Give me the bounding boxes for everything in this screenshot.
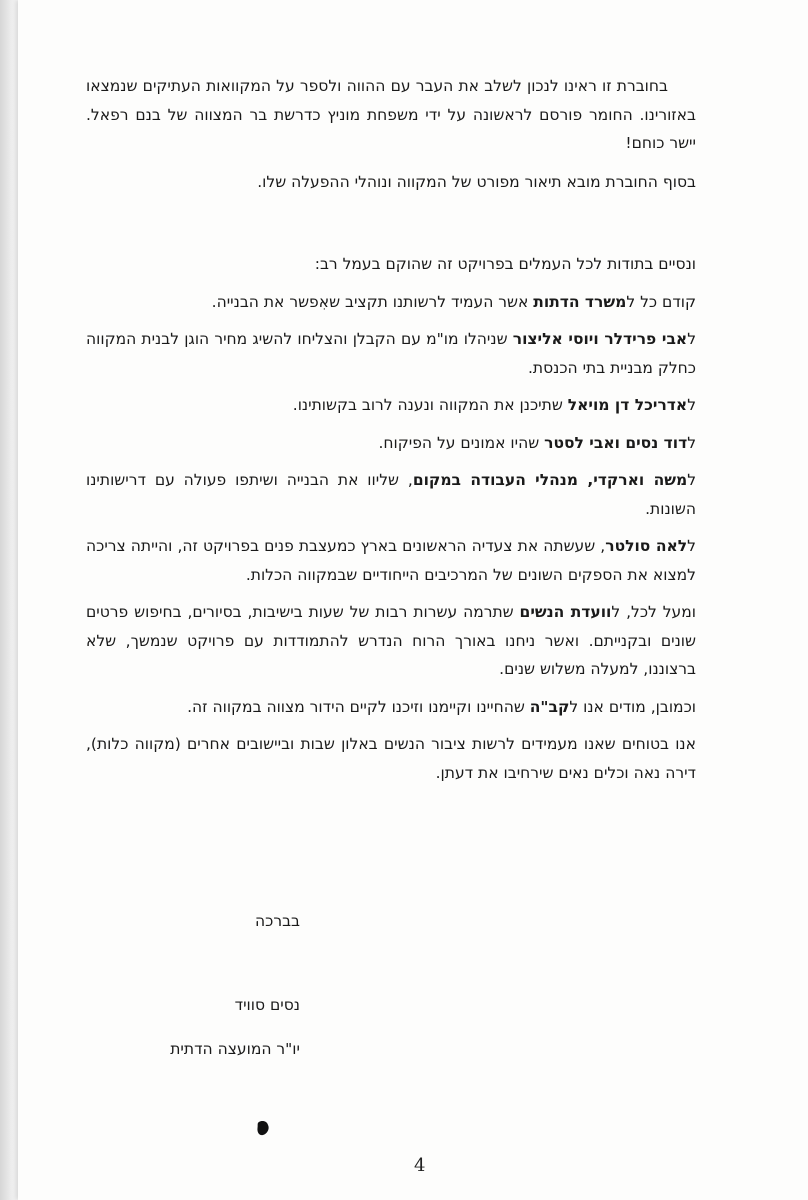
thanks-item-pre: ל bbox=[687, 537, 696, 555]
thanks-item-bold: קב"ה bbox=[529, 697, 570, 716]
thanks-item-bold: אבי פרידלר ויוסי אליצור bbox=[512, 330, 688, 348]
thanks-item bbox=[86, 693, 696, 722]
thanks-item-post: , שעשתה את צעדיה הראשונים בארץ כמעצבת פנים בפרויקט זה, והייתה צריכה למצוא את הספקים השונים של המרכיבים הייחודיים שבמקווה הכלות. bbox=[86, 537, 696, 584]
ink-spot-icon bbox=[256, 1120, 270, 1136]
thanks-item-post: שהיו אמונים על הפיקוח. bbox=[378, 433, 545, 452]
binding-edge bbox=[0, 0, 18, 1200]
thanks-closing: אנו בטוחים שאנו מעמידים לרשות ציבור הנשים באלון שבות וביישובים אחרים (מקווה כלות), דירה נאה וכלים נאים שירחיבו את דעתן. bbox=[86, 735, 696, 782]
intro-paragraph-2: בסוף החוברת מובא תיאור מפורט של המקווה ונוהלי ההפעלה שלו. bbox=[257, 172, 696, 191]
page-number: 4 bbox=[414, 1155, 426, 1176]
thanks-item-bold: משרד הדתות bbox=[533, 292, 627, 311]
thanks-item bbox=[86, 325, 696, 382]
document-page bbox=[18, 0, 808, 1200]
thanks-item bbox=[86, 532, 696, 589]
thanks-item-post: שתיכנן את המקווה ונענה לרוב בקשותינו. bbox=[292, 396, 568, 414]
thanks-item-pre: ל bbox=[687, 330, 696, 348]
thanks-item-bold: וועדת הנשים bbox=[519, 603, 612, 621]
thanks-item bbox=[86, 598, 696, 684]
thanks-section bbox=[86, 250, 696, 796]
signer-name: נסים סוויד bbox=[234, 996, 300, 1014]
thanks-item-pre: ל bbox=[687, 396, 696, 414]
thanks-item bbox=[86, 429, 696, 458]
thanks-item bbox=[86, 288, 696, 317]
intro-section bbox=[86, 72, 696, 206]
thanks-item-pre: וכמובן, מודים אנו ל bbox=[569, 697, 696, 716]
thanks-item-post: שהחיינו וקיימנו וזיכנו לקיים הידור מצווה במקווה זה. bbox=[187, 697, 530, 716]
signer-title: יו"ר המועצה הדתית bbox=[170, 1040, 300, 1058]
thanks-item-pre: ל bbox=[687, 433, 696, 452]
thanks-item-pre: ומעל לכל, ל bbox=[611, 603, 696, 621]
thanks-item-bold: אדריכל דן מויאל bbox=[567, 396, 688, 414]
thanks-item-bold: משה וארקדי, מנהלי העבודה במקום bbox=[412, 471, 688, 489]
thanks-item-post: שתרמה עשרות רבות של שעות בישיבות, בסיורים, בחיפוש פרטים שונים ובקנייתם. ואשר ניחנו באורך הרוח הנדרש להתמודדות עם פרויקט שנמשך, שלא ברצוננו, למעלה משלוש שנים. bbox=[86, 603, 696, 678]
thanks-item bbox=[86, 391, 696, 420]
thanks-item-post: , שליוו את הבנייה ושיתפו פעולה עם דרישותינו השונות. bbox=[86, 471, 696, 518]
thanks-item-bold: לאה סולטר bbox=[605, 537, 688, 555]
thanks-item-pre: קודם כל ל bbox=[626, 292, 696, 311]
thanks-item-bold: דוד נסים ואבי לסטר bbox=[544, 433, 688, 452]
thanks-item-post: שניהלו מו"מ עם הקבלן והצליחו להשיג מחיר הוגן לבנית המקווה כחלק מבניית בתי הכנסת. bbox=[86, 330, 696, 377]
thanks-item-pre: ל bbox=[687, 471, 697, 489]
signoff-blessing: בברכה bbox=[255, 912, 300, 930]
thanks-opening: ונסיים בתודות לכל העמלים בפרויקט זה שהוקם בעמל רב: bbox=[314, 255, 696, 273]
thanks-item-post: אשר העמיד לרשותנו תקציב שאִפשר את הבנייה. bbox=[211, 292, 534, 311]
intro-paragraph-1: בחוברת זו ראינו לנכון לשלב את העבר עם ההווה ולספר על המקוואות העתיקים שנמצאו באזורינו. החומר פורסם לראשונה על ידי משפחת מוניץ כדרשת בר המצווה של בנם רפאל. יישר כוחם! bbox=[86, 77, 696, 152]
thanks-item bbox=[86, 466, 696, 523]
